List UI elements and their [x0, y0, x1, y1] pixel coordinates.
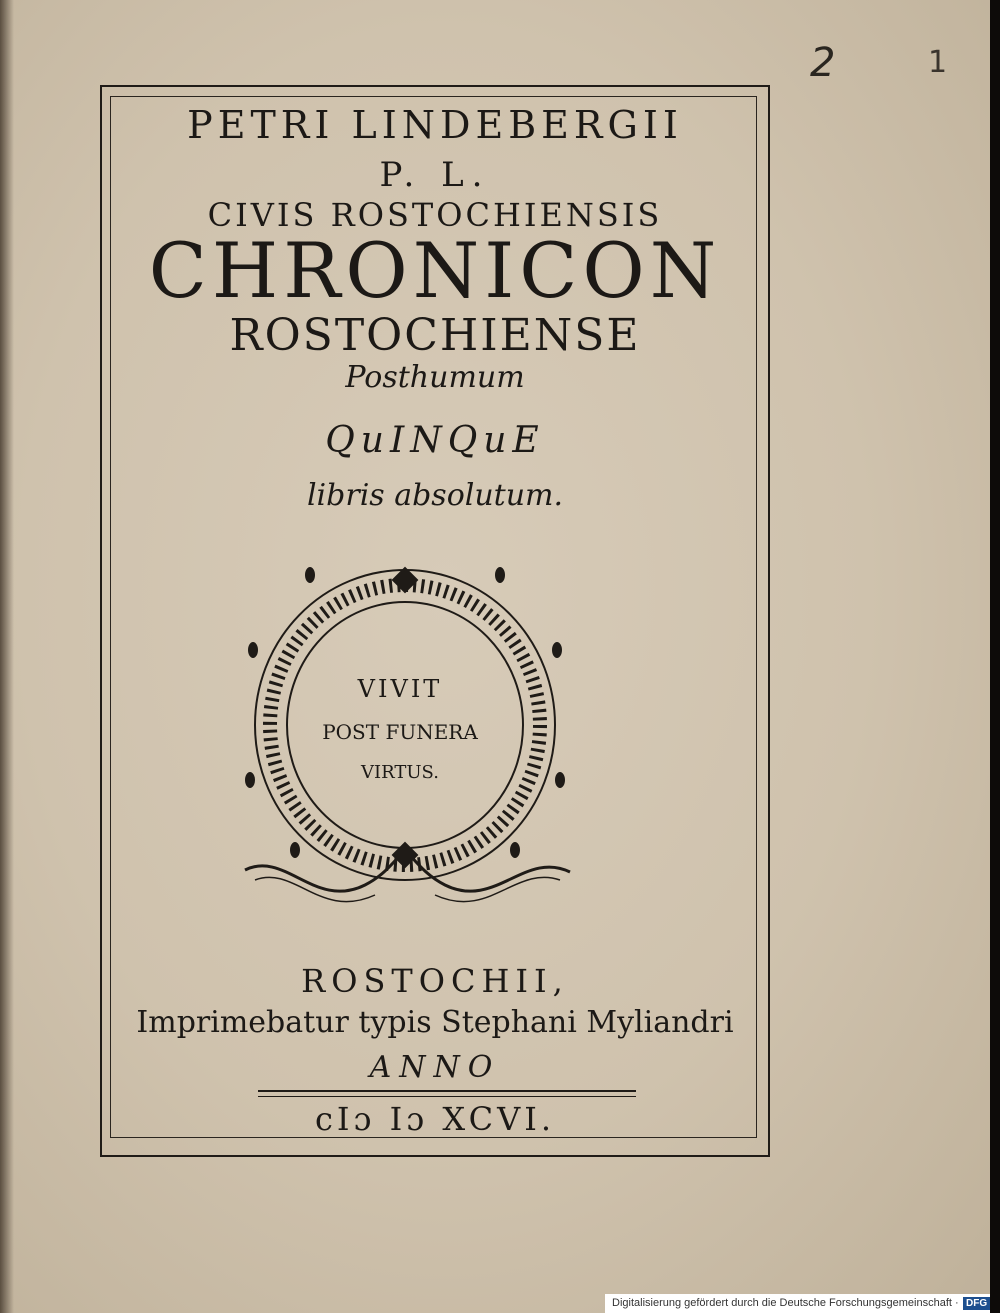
libris-line: libris absolutum. [306, 478, 564, 513]
footer-credit: Digitalisierung gefördert durch die Deutsche Forschungsgemeinschaft · [612, 1297, 959, 1309]
author-initials: P. L. [379, 155, 491, 195]
dfg-logo: DFG [963, 1297, 990, 1310]
motto-line-3: VIRTUS. [361, 762, 439, 783]
handwritten-number: 2 [810, 40, 836, 86]
posthumum-line: Posthumum [345, 360, 525, 395]
author-name: PETRI LINDEBERGII [187, 103, 683, 147]
civis-line: CIVIS ROSTOCHIENSIS [207, 196, 663, 234]
handwritten-mark: 1 [928, 45, 948, 80]
imprint-year: cIɔ Iɔ XCVI. [314, 1100, 555, 1138]
imprint-place: ROSTOCHII, [301, 962, 569, 1000]
binding-shadow [0, 0, 14, 1313]
main-title: CHRONICON [148, 226, 722, 315]
imprint-anno: ANNO [369, 1050, 501, 1085]
imprint-printer: Imprimebatur typis Stephani Myliandri [136, 1005, 734, 1040]
year-rule-top [258, 1090, 636, 1092]
motto-line-2: POST FUNERA [322, 720, 478, 744]
year-rule-bottom [258, 1096, 636, 1097]
subtitle: ROSTOCHIENSE [229, 310, 641, 361]
quinque-line: QuINQuE [325, 420, 545, 461]
motto-line-1: VIVIT [357, 675, 443, 703]
scan-edge [990, 0, 1000, 1313]
